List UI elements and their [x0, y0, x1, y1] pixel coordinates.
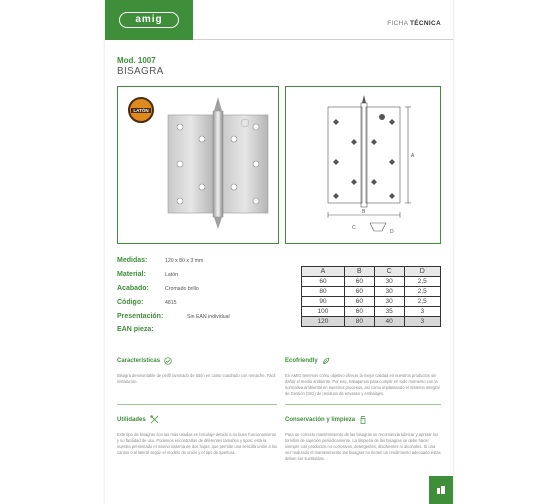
table-cell: 40 [374, 317, 404, 327]
spray-bottle-icon [359, 415, 367, 424]
product-sheet [105, 0, 453, 504]
product-name: BISAGRA [117, 66, 164, 77]
spec-label: Material: [117, 271, 146, 278]
section-title-text: Ecofriendly [285, 358, 318, 364]
table-cell: 60 [344, 287, 374, 297]
section-divider [117, 404, 277, 405]
table-cell: 30 [374, 287, 404, 297]
dimensions-table [301, 266, 441, 327]
table-row [302, 297, 441, 307]
table-cell: 3 [404, 307, 440, 317]
section-body: En AMIG tenemos como objetivo ofrecer la mejor calidad en nuestros productos sin dañar el medio ambiente. Por eso, trabajamos para cumplir en todo momento con la normativa ambiental en nuestros procesos, así como implantando el Sistema Integral de Gestión (SIG) de residuos de envases y embalajes. [285, 373, 440, 396]
table-header: D [404, 267, 440, 277]
table-cell: 3 [404, 317, 440, 327]
table-cell: 2,5 [404, 297, 440, 307]
brand-block [105, 0, 193, 40]
section-title [285, 357, 441, 365]
table-row [302, 287, 441, 297]
section-uses [117, 415, 277, 456]
table-cell: 80 [344, 317, 374, 327]
spec-value: Latón [165, 272, 178, 278]
section-features [117, 357, 277, 385]
section-body: Bisagra desmontable de perfil laminado de latón en canto cuadrado con remache. Fácil instalación. [117, 373, 276, 384]
table-cell: 2,5 [404, 287, 440, 297]
table-cell: 60 [344, 277, 374, 287]
dimension-label-d: D [390, 229, 394, 235]
section-body: Este tipo de bisagras son las más usadas en bricolaje debido a su buen funcionamiento y su facilidad de uso. Podemos encontrarlas de diferentes tamaños y tipos; está la nuestra presentado el mismo sistema de dos hojas, que permite una sencilla unión a los cantos o al lateral según el modelo de unión y el tipo de apertura. [117, 432, 277, 455]
table-header: A [302, 267, 345, 277]
dimension-label-a: A [411, 153, 415, 159]
table-cell: 35 [374, 307, 404, 317]
spec-value: Cromado brillo [165, 286, 199, 292]
table-row [302, 307, 441, 317]
header [105, 0, 453, 40]
section-title-text: Conservación y limpieza [285, 416, 356, 423]
table-header-row [302, 267, 441, 277]
dimension-label-c: C [352, 225, 356, 231]
table-header: C [374, 267, 404, 277]
table-cell: 2,5 [404, 277, 440, 287]
section-title-text: Características [117, 358, 161, 364]
spec-label: EAN pieza: [117, 326, 154, 333]
leaf-icon [322, 357, 330, 365]
tools-icon [150, 415, 159, 424]
header-divider [193, 39, 453, 40]
model-number: Mod. 1007 [117, 56, 156, 65]
hinge-technical-drawing [286, 87, 440, 243]
document-type [387, 20, 441, 27]
section-divider [285, 404, 441, 405]
document-type-bold: TÉCNICA [410, 20, 441, 27]
spec-label: Medidas: [117, 257, 148, 264]
building-icon [436, 485, 446, 495]
hinge-photo-illustration [118, 87, 278, 243]
table-cell: 30 [374, 277, 404, 287]
amig-logo[interactable]: amig [119, 12, 179, 28]
section-care-cleaning [285, 415, 441, 462]
table-header: B [344, 267, 374, 277]
dimension-label-b: B [362, 209, 366, 215]
table-cell: 90 [302, 297, 345, 307]
section-title [285, 415, 441, 424]
table-cell: 60 [344, 297, 374, 307]
spec-label: Presentación: [117, 313, 164, 320]
table-cell: 60 [302, 277, 345, 287]
section-title-text: Utilidades [117, 416, 146, 423]
section-title [117, 357, 277, 365]
spec-value: Sin EAN individual [187, 314, 230, 320]
section-ecofriendly [285, 357, 441, 397]
table-row [302, 277, 441, 287]
spec-label: Acabado: [117, 285, 149, 292]
table-cell: 60 [344, 307, 374, 317]
spec-value: 4815 [165, 300, 177, 306]
product-photo-frame [117, 86, 279, 244]
table-cell: 100 [302, 307, 345, 317]
section-title [117, 415, 277, 424]
table-cell: 120 [302, 317, 345, 327]
document-type-light: FICHA [387, 20, 408, 27]
table-cell: 30 [374, 297, 404, 307]
material-badge-label: LATÓN [133, 107, 149, 113]
technical-drawing-frame [285, 86, 441, 244]
table-cell: 80 [302, 287, 345, 297]
check-badge-icon [164, 357, 172, 365]
spec-label: Código: [117, 299, 144, 306]
table-row-highlighted [302, 317, 441, 327]
corner-brand-tab [429, 476, 453, 504]
section-body: Para un correcto mantenimiento de las bisagras se recomienda lubricar y apretar los tornillos de sujeción periódicamente. La limpieza de las bisagras se debe hacer siempre con productos no corrosivos, detergentes, disolventes ni alcoholes. Si una vez realizado el mantenimiento las bisagras no tienen un rendimiento adecuado éstas deben ser sustituidas. [285, 432, 441, 461]
spec-value: 120 x 80 x 3 mm [165, 258, 204, 264]
